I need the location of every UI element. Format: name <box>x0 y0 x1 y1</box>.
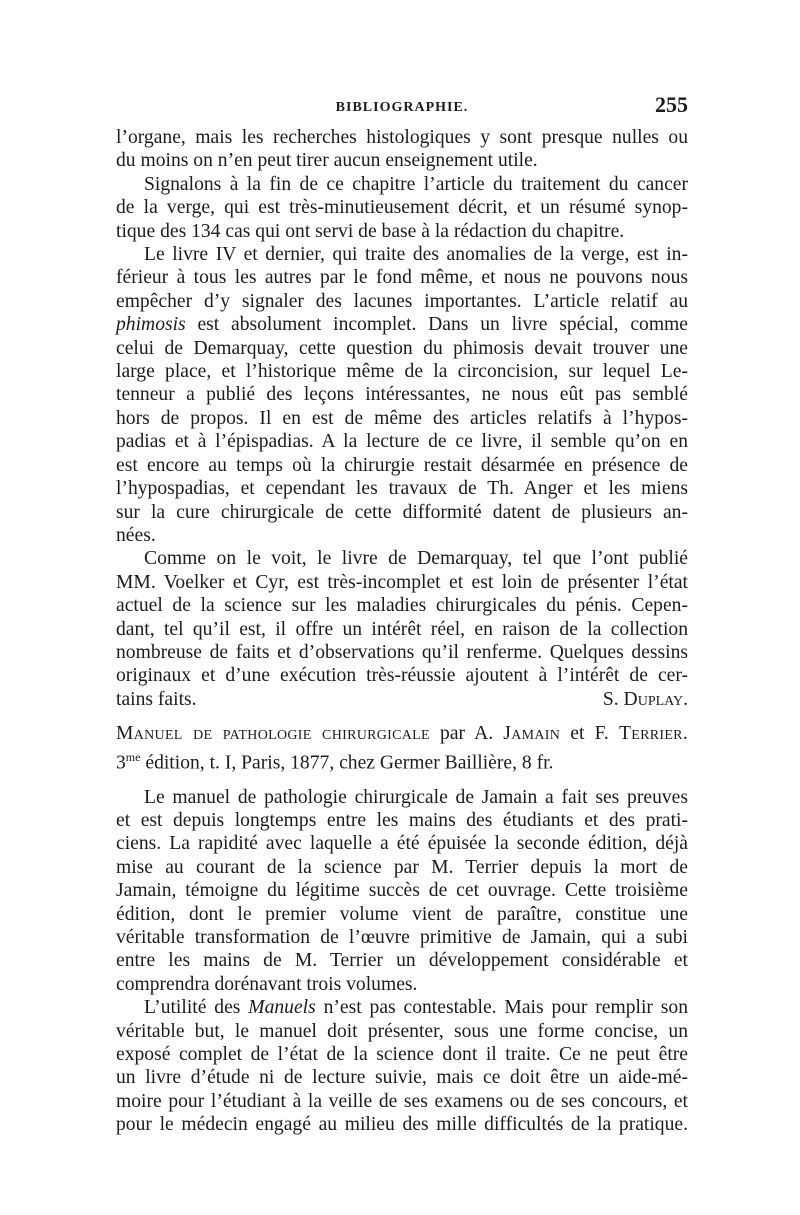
book-title: Manuel de pathologie chirurgicale <box>116 723 430 745</box>
paragraph <box>116 996 688 1136</box>
text-line: pour le médecin engagé au milieu des mille difficultés de la pratique. <box>116 1114 688 1136</box>
text-line: moire pour l’étudiant à la veille de ses examens ou de ses concours, et <box>116 1090 688 1112</box>
text-line: tique des 134 cas qui ont servi de base à la rédaction du chapitre. <box>116 220 625 242</box>
italic-term: Manuels <box>248 997 316 1019</box>
text-line: padias et à l’épispadias. A la lecture de ce livre, il semble qu’on en <box>116 431 688 453</box>
page-header <box>116 92 688 120</box>
text-line: dant, tel qu’il est, il offre un intérêt réel, en raison de la collection <box>116 618 688 640</box>
edition-superscript: me <box>125 749 141 764</box>
text-line: véritable but, le manuel doit présenter, sous une forme concise, un <box>116 1020 688 1042</box>
text-line: entre les mains de M. Terrier un développement considérable et <box>116 950 688 972</box>
text-line: mise au courant de la science par M. Terrier depuis la mort de <box>116 856 688 878</box>
text-line: et est depuis longtemps entre les mains des étudiants et des prati- <box>116 809 688 831</box>
text-line: véritable transformation de l’œuvre primitive de Jamain, qui a subi <box>116 926 688 948</box>
text-fragment: et F. <box>560 723 619 745</box>
text-line: hors de propos. Il en est de même des articles relatifs à l’hypos- <box>116 407 688 429</box>
section-gap <box>116 775 688 786</box>
text-line: tenneur a publié des leçons intéressantes, ne nous eût pas semblé <box>116 384 688 406</box>
text-line: Jamain, témoigne du légitime succès de cet ouvrage. Cette troisième <box>116 880 688 902</box>
paragraph <box>116 126 688 173</box>
paragraph <box>116 786 688 997</box>
author-name: Terrier. <box>618 723 689 745</box>
text-fragment: par A. <box>429 723 504 745</box>
text-line: celui de Demarquay, cette question du phimosis devait trouver une <box>116 337 688 359</box>
paragraph <box>116 173 688 243</box>
text-line: l’organe, mais les recherches histologiques y sont presque nulles ou <box>116 127 688 148</box>
text-line: nées. <box>116 524 156 546</box>
text-line: Le livre IV et dernier, qui traite des anomalies de la verge, est in- <box>144 244 688 266</box>
text-line: l’hypospadias, et cependant les travaux de Th. Anger et les miens <box>116 478 688 500</box>
text-fragment: est absolument incomplet. Dans un livre spécial, comme <box>185 314 688 336</box>
section-gap <box>116 711 688 722</box>
text-line: un livre d’étude ni de lecture suivie, mais ce doit être un aide-mé- <box>116 1067 688 1089</box>
author-name: Jamain <box>503 723 561 745</box>
text-line <box>116 688 688 711</box>
text-line: MM. Voelker et Cyr, est très-incomplet et est loin de présenter l’état <box>116 571 688 593</box>
text-line <box>116 722 688 745</box>
text-line <box>116 746 688 775</box>
paragraph <box>116 547 688 711</box>
text-line <box>116 996 688 1019</box>
text-line: large place, et l’historique même de la circoncision, sur lequel Le- <box>116 361 688 383</box>
text-line: originaux et d’une exécution très-réussie ajoutent à l’intérêt de cer- <box>116 665 688 687</box>
text-line: Comme on le voit, le livre de Demarquay, tel que l’ont publié <box>144 548 688 570</box>
paragraph <box>116 243 688 547</box>
book-reference <box>116 722 688 774</box>
text-line: édition, dont le premier volume vient de paraître, constitue une <box>116 903 688 925</box>
text-line <box>116 313 688 336</box>
review-signature: S. Duplay. <box>602 688 688 710</box>
text-line: Signalons à la fin de ce chapitre l’article du traitement du cancer <box>144 173 688 195</box>
text-line: de la verge, qui est très-minutieusement décrit, et un résumé synop- <box>116 197 688 219</box>
text-fragment: tains faits. <box>116 688 197 710</box>
text-line: sur la cure chirurgicale de cette difformité datent de plusieurs an- <box>116 501 688 523</box>
page-text <box>116 126 688 1137</box>
page-number: 255 <box>655 92 688 117</box>
text-fragment: L’utilité des <box>144 997 249 1019</box>
text-fragment: n’est pas contestable. Mais pour remplir son <box>315 997 688 1019</box>
book-page <box>116 92 688 1137</box>
italic-term: phimosis <box>116 314 186 336</box>
text-line: comprendra dorénavant trois volumes. <box>116 973 418 995</box>
text-line: Le manuel de pathologie chirurgicale de Jamain a fait ses preuves <box>144 786 688 808</box>
text-line: nombreuse de faits et d’observations qu’il renferme. Quelques dessins <box>116 641 688 663</box>
text-line: actuel de la science sur les maladies chirurgicales du pénis. Cepen- <box>116 595 688 617</box>
text-line: exposé complet de l’état de la science dont il traite. Ce ne peut être <box>116 1043 688 1065</box>
text-line: ciens. La rapidité avec laquelle a été épuisée la seconde édition, déjà <box>116 833 688 855</box>
text-line: empêcher d’y signaler des lacunes importantes. L’article relatif au <box>116 290 688 312</box>
running-title: BIBLIOGRAPHIE. <box>335 100 469 115</box>
edition-number: 3 <box>116 752 126 774</box>
text-fragment: édition, t. I, Paris, 1877, chez Germer Baillière, 8 fr. <box>140 752 554 774</box>
text-line: est encore au temps où la chirurgie restait désarmée en présence de <box>116 454 688 476</box>
text-line: férieur à tous les autres par le fond même, et nous ne pouvons nous <box>116 267 688 289</box>
text-line: du moins on n’en peut tirer aucun enseignement utile. <box>116 150 538 172</box>
